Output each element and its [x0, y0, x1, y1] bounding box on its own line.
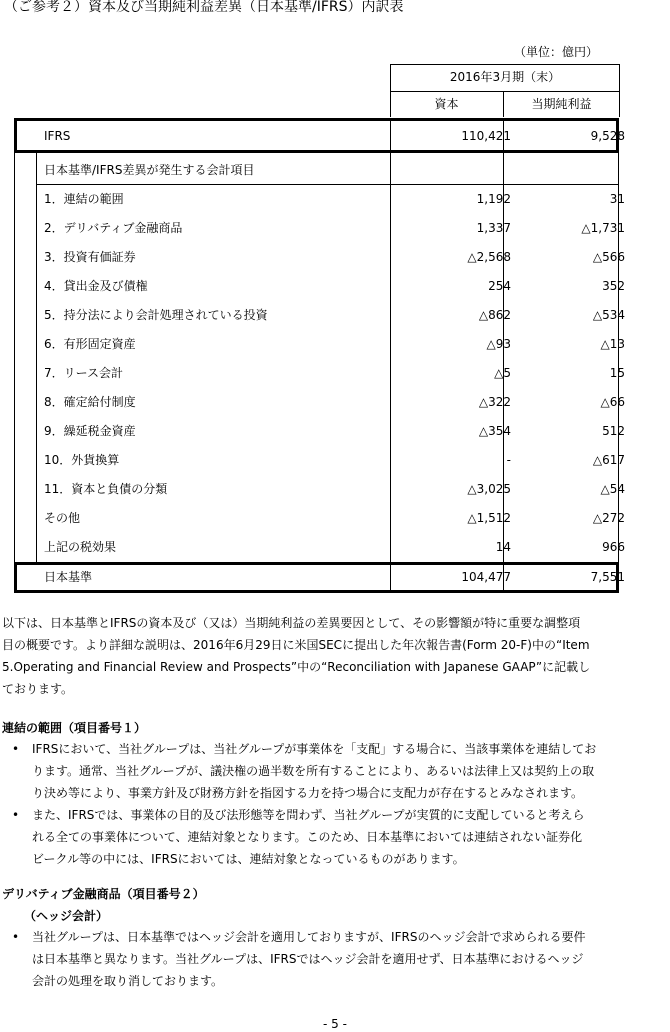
row-label: 上記の税効果	[44, 540, 117, 554]
capital-value: 14	[495, 540, 511, 554]
row-label: 日本基準	[44, 570, 93, 584]
capital-value: 254	[488, 279, 511, 293]
capital-value: 110,421	[461, 129, 511, 143]
period-header: 2016年3月期（末）	[449, 70, 561, 84]
row-label: 1．連結の範囲	[44, 192, 124, 206]
text-line: 以下は、日本基準とIFRSの資本及び（又は）当期純利益の差異要因として、その影響額が特に重要な調整項	[2, 616, 581, 630]
text-line: 5.Operating and Financial Review and Prospects”中の“Reconciliation with Japanese GAAP”に記載し	[2, 660, 591, 674]
row-label: 10．外貨換算	[44, 453, 120, 467]
text-line: ビークル等の中には、IFRSにおいては、連結対象となっているものがあります。	[32, 852, 465, 866]
row-label: 9．繰延税金資産	[44, 424, 136, 438]
text-line: IFRSにおいて、当社グループは、当社グループが事業体を「支配」する場合に、当該事業体を連結してお	[32, 742, 597, 756]
capital-header: 資本	[434, 97, 459, 111]
text-line: は日本基準と異なります。当社グループは、IFRSではヘッジ会計を適用せず、日本基準におけるヘッジ	[32, 952, 584, 966]
bullet-icon: •	[12, 742, 20, 756]
net-income-value: 966	[602, 540, 625, 554]
capital-value: 104,477	[461, 570, 511, 584]
row-label: 4．貸出金及び債権	[44, 279, 148, 293]
net-income-value: 7,551	[590, 570, 625, 584]
text-line: れる全ての事業体について、連結対象となります。このため、日本基準においては連結されない証券化	[32, 830, 583, 844]
bullet-icon: •	[12, 808, 20, 822]
row-label: 3．投資有価証券	[44, 250, 136, 264]
row-label: 5．持分法により会計処理されている投資	[44, 308, 268, 322]
capital-value: △354	[478, 424, 511, 438]
row-label: 2．デリバティブ金融商品	[44, 221, 183, 235]
text-line: り決め等により、事業方針及び財務方針を指図する力を持つ場合に支配力が存在するとみなされます。	[32, 786, 584, 800]
text-line: 会計の処理を取り消しております。	[32, 974, 224, 988]
capital-value: 1,192	[476, 192, 511, 206]
row-label: 7．リース会計	[44, 366, 124, 380]
capital-value: △5	[494, 366, 511, 380]
net-income-value: △13	[600, 337, 625, 351]
net-income-value: 15	[609, 366, 625, 380]
text-line: 目の概要です。より詳細な説明は、2016年6月29日に米国SECに提出した年次報告書(Form 20-F)中の“Item	[2, 638, 590, 652]
capital-value: △862	[478, 308, 511, 322]
subheading-hedge-accounting: （ヘッジ会計）	[24, 909, 109, 923]
text-line: 当社グループは、日本基準ではヘッジ会計を適用しておりますが、IFRSのヘッジ会計で求められる要件	[32, 930, 586, 944]
intro-paragraph	[2, 612, 668, 700]
net-income-value: 352	[602, 279, 625, 293]
row-label: IFRS	[44, 129, 71, 143]
text-line: ております。	[2, 682, 74, 696]
row-label: 6．有形固定資産	[44, 337, 136, 351]
items-header: 日本基準/IFRS差異が発生する会計項目	[44, 163, 255, 177]
net-income-value: △66	[600, 395, 625, 409]
capital-value: 1,337	[476, 221, 511, 235]
net-income-value: 31	[609, 192, 625, 206]
net-income-value: △617	[592, 453, 625, 467]
text-line: また、IFRSでは、事業体の目的及び法形態等を問わず、当社グループが実質的に支配していると考えら	[32, 808, 585, 822]
capital-value: -	[506, 453, 511, 467]
net-income-value: △534	[592, 308, 625, 322]
capital-value: △1,512	[467, 511, 511, 525]
net-income-value: 9,528	[590, 129, 625, 143]
section-heading-consolidation: 連結の範囲（項目番号１）	[2, 721, 147, 735]
text-line: ります。通常、当社グループが、議決権の過半数を所有することにより、あるいは法律上又は契約上の取	[32, 764, 595, 778]
net-income-value: △1,731	[581, 221, 625, 235]
capital-value: △93	[486, 337, 511, 351]
row-label: 8．確定給付制度	[44, 395, 136, 409]
capital-value: △3,025	[467, 482, 511, 496]
table-header	[390, 64, 620, 117]
net-income-value: △272	[592, 511, 625, 525]
bullet-icon: •	[12, 930, 20, 944]
net-income-value: 512	[602, 424, 625, 438]
unit-label: （単位：億円）	[514, 45, 599, 59]
capital-value: △2,568	[467, 250, 511, 264]
net-income-value: △566	[592, 250, 625, 264]
page-title: （ご参考２）資本及び当期純利益差異（日本基準/IFRS）内訳表	[4, 0, 404, 15]
capital-value: △322	[478, 395, 511, 409]
net-income-value: △54	[600, 482, 625, 496]
row-label: 11．資本と負債の分類	[44, 482, 168, 496]
net-income-header: 当期純利益	[531, 97, 592, 111]
section-heading-derivatives: デリバティブ金融商品（項目番号２）	[2, 887, 205, 901]
page-number: - 5 -	[323, 1017, 347, 1031]
row-label: その他	[44, 511, 81, 525]
